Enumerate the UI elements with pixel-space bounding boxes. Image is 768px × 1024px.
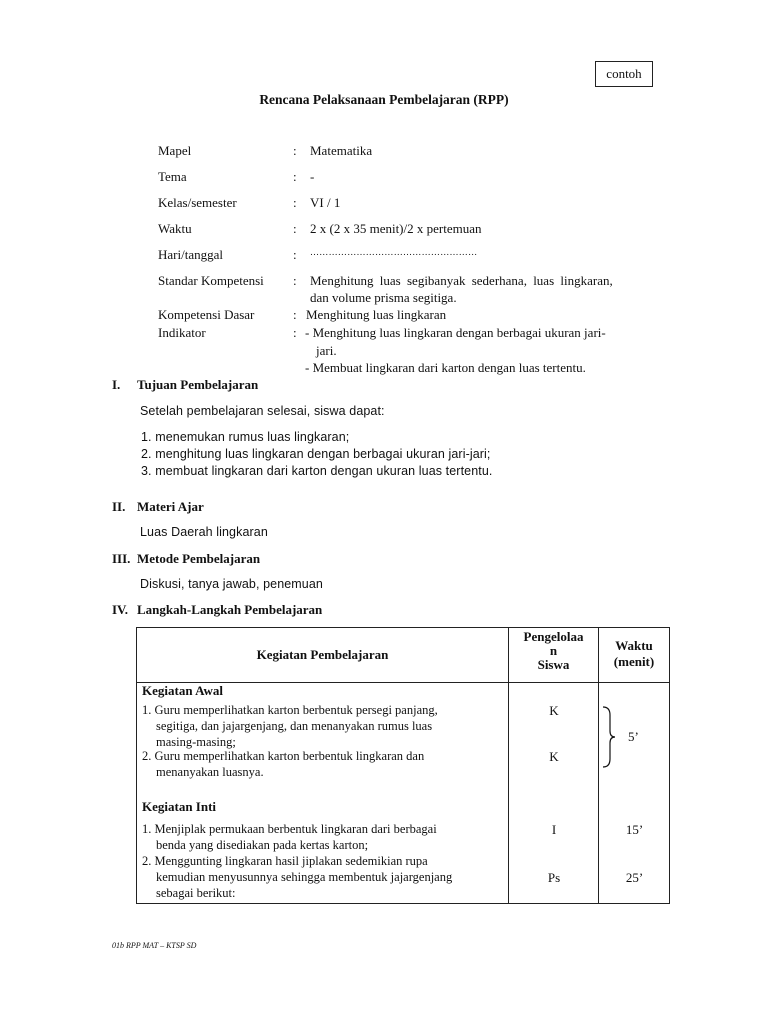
header-kegiatan: Kegiatan Pembelajaran: [137, 628, 509, 683]
identity-colon: :: [293, 221, 297, 236]
kegiatan-cell: [137, 683, 509, 904]
identity-colon: :: [293, 307, 297, 322]
metode-body: Diskusi, tanya jawab, penemuan: [140, 577, 323, 591]
page-footer: 01b RPP MAT – KTSP SD: [112, 941, 197, 950]
awal-row-1-line: segitiga, dan jajargenjang, dan menanyakan rumus luas: [156, 719, 433, 733]
table-header-row: [137, 628, 670, 683]
identity-label-hari: Hari/tanggal: [158, 247, 223, 262]
section-number-langkah: IV.: [112, 602, 129, 617]
awal-row-1-line: masing-masing;: [156, 735, 236, 749]
identity-value-kelas: VI / 1: [310, 195, 341, 210]
mode-value: I: [551, 822, 557, 837]
section-title-tujuan: Tujuan Pembelajaran: [137, 377, 259, 392]
section-number-tujuan: I.: [112, 377, 121, 392]
identity-value-indikator: - Menghitung luas lingkaran dengan berbagai ukuran jari-: [305, 325, 606, 340]
header-waktu-line: (menit): [613, 654, 655, 669]
header-pengelolaan-line: n: [549, 643, 558, 658]
inti-row-2-line: 2. Menggunting lingkaran hasil jiplakan sedemikian rupa: [142, 854, 428, 868]
identity-value-kd: Menghitung luas lingkaran: [306, 307, 447, 322]
identity-label-waktu: Waktu: [158, 221, 192, 236]
identity-colon: :: [293, 195, 297, 210]
header-pengelolaan: [509, 628, 599, 683]
section-title-metode: Metode Pembelajaran: [137, 551, 261, 566]
identity-colon: :: [293, 143, 297, 158]
identity-value-mapel: Matematika: [310, 143, 373, 158]
header-waktu: [599, 628, 670, 683]
identity-value-indikator-2: - Membuat lingkaran dari karton dengan luas tertentu.: [305, 360, 586, 375]
tujuan-item: 2. menghitung luas lingkaran dengan berbagai ukuran jari-jari;: [141, 447, 491, 461]
awal-row-2-line: 2. Guru memperlihatkan karton berbentuk lingkaran dan: [142, 749, 425, 763]
tujuan-item: 3. membuat lingkaran dari karton dengan ukuran luas tertentu.: [141, 464, 493, 478]
identity-label-kd: Kompetensi Dasar: [158, 307, 255, 322]
identity-colon: :: [293, 325, 297, 340]
identity-value-indikator-cont: jari.: [316, 343, 337, 358]
identity-label-mapel: Mapel: [158, 143, 192, 158]
awal-row-2-line: menanyakan luasnya.: [156, 765, 264, 779]
identity-colon: :: [293, 247, 297, 262]
example-label-box: contoh: [595, 61, 653, 87]
section-title-materi: Materi Ajar: [137, 499, 204, 514]
inti-time-value: 25’: [625, 870, 644, 885]
section-number-materi: II.: [112, 499, 126, 514]
identity-value-hari: ………………………………………………: [310, 247, 478, 257]
mode-value: K: [549, 703, 559, 718]
header-pengelolaan-line: Siswa: [537, 657, 570, 672]
identity-label-standar: Standar Kompetensi: [158, 273, 264, 288]
identity-label-tema: Tema: [158, 169, 187, 184]
tujuan-intro: Setelah pembelajaran selesai, siswa dapat:: [140, 404, 385, 418]
inti-row-2-line: kemudian menyusunnya sehingga membentuk jajargenjang: [156, 870, 453, 884]
identity-value-standar-cont: dan volume prisma segitiga.: [310, 290, 457, 305]
header-waktu-line: Waktu: [615, 638, 653, 653]
kegiatan-inti-heading: Kegiatan Inti: [142, 799, 217, 814]
inti-row-1-line: 1. Menjiplak permukaan berbentuk lingkaran dari berbagai: [142, 822, 437, 836]
right-brace-icon: [601, 705, 617, 769]
header-pengelolaan-line: Pengelolaa: [523, 629, 584, 644]
awal-time-value: 5’: [628, 729, 639, 744]
materi-body: Luas Daerah lingkaran: [140, 525, 268, 539]
mode-value: Ps: [547, 870, 561, 885]
inti-row-1-line: benda yang disediakan pada kertas karton;: [156, 838, 369, 852]
document-title: Rencana Pelaksanaan Pembelajaran (RPP): [259, 92, 509, 107]
identity-value-standar: Menghitung luas segibanyak sederhana, luas lingkaran,: [310, 273, 613, 288]
table-body-row: [137, 683, 670, 904]
identity-value-waktu: 2 x (2 x 35 menit)/2 x pertemuan: [310, 221, 482, 236]
mode-value: K: [549, 749, 559, 764]
identity-value-tema: -: [310, 169, 315, 184]
awal-row-1-line: 1. Guru memperlihatkan karton berbentuk persegi panjang,: [142, 703, 438, 717]
kegiatan-awal-heading: Kegiatan Awal: [142, 683, 224, 698]
identity-label-kelas: Kelas/semester: [158, 195, 237, 210]
section-title-langkah: Langkah-Langkah Pembelajaran: [137, 602, 323, 617]
inti-time-value: 15’: [625, 822, 644, 837]
identity-colon: :: [293, 169, 297, 184]
inti-row-2-line: sebagai berikut:: [156, 886, 236, 900]
identity-colon: :: [293, 273, 297, 288]
waktu-cell: [599, 683, 670, 904]
steps-table: [136, 627, 670, 904]
section-number-metode: III.: [112, 551, 131, 566]
identity-label-indikator: Indikator: [158, 325, 206, 340]
tujuan-item: 1. menemukan rumus luas lingkaran;: [141, 430, 350, 444]
pengelolaan-cell: [509, 683, 599, 904]
